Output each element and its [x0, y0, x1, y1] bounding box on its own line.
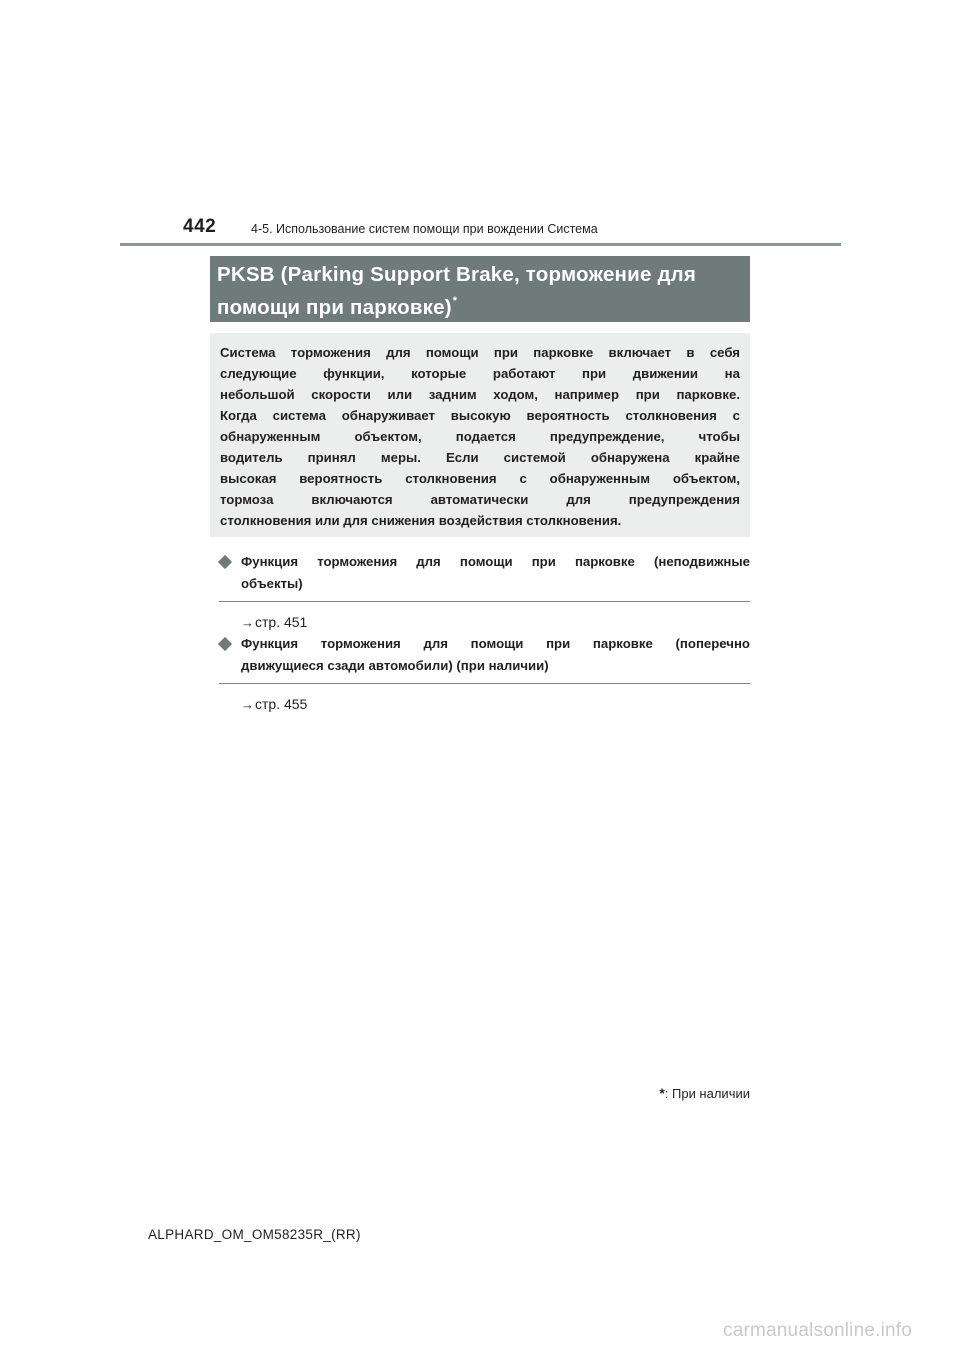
availability-marker: * [452, 295, 458, 307]
watermark: carmanualsonline.info [723, 1320, 913, 1341]
page-reference[interactable] [241, 613, 750, 632]
intro-line: водитель принял меры. Если системой обнаружена крайне [220, 450, 740, 465]
function-heading [219, 633, 750, 677]
page-reference-text: стр. 455 [255, 696, 308, 712]
intro-line: высокая вероятность столкновения с обнаруженным объектом, [220, 471, 740, 486]
intro-line: Когда система обнаруживает высокую вероятность столкновения с [220, 408, 740, 423]
page-number: 442 [183, 216, 217, 237]
heading-rule [219, 683, 750, 684]
footnote-text: : При наличии [664, 1086, 750, 1101]
diamond-bullet-icon [218, 637, 232, 651]
section-title: 4-5. Использование систем помощи при вождении Система [251, 222, 598, 236]
page-reference[interactable] [241, 695, 750, 714]
title-line-2-text: помощи при парковке) [217, 295, 452, 319]
arrow-right-icon: → [241, 615, 254, 630]
arrow-right-icon: → [241, 697, 254, 712]
diamond-bullet-icon [218, 555, 232, 569]
intro-line: тормоза включаются автоматически для предупреждения [220, 492, 740, 507]
function-heading-line-2: объекты) [241, 576, 303, 591]
intro-paragraph [220, 342, 740, 531]
intro-line: столкновения или для снижения воздействия столкновения. [220, 513, 622, 528]
title-line-1: PKSB (Parking Support Brake, торможение для [217, 263, 697, 286]
function-heading-line-2: движущиеся сзади автомобили) (при наличии) [241, 658, 549, 673]
heading-rule [219, 601, 750, 602]
function-item-rear-cross-traffic [219, 633, 750, 714]
header-rule [120, 243, 841, 246]
intro-line: небольшой скорости или задним ходом, например при парковке. [220, 387, 740, 402]
intro-box [210, 333, 750, 537]
section-title-band [210, 256, 750, 322]
document-id: ALPHARD_OM_OM58235R_(RR) [148, 1227, 361, 1242]
function-heading-line-1: Функция торможения для помощи при парковке (поперечно [241, 636, 750, 651]
footnote-marker: * [659, 1085, 665, 1101]
intro-line: Система торможения для помощи при парковке включает в себя [220, 345, 740, 360]
page-reference-text: стр. 451 [255, 614, 308, 630]
function-heading-line-1: Функция торможения для помощи при парковке (неподвижные [241, 554, 750, 569]
intro-line: обнаруженным объектом, подается предупреждение, чтобы [220, 429, 740, 444]
function-item-stationary [219, 551, 750, 632]
footnote [600, 1085, 750, 1101]
function-heading [219, 551, 750, 595]
title-line-2 [217, 289, 742, 322]
intro-line: следующие функции, которые работают при движении на [220, 366, 740, 381]
